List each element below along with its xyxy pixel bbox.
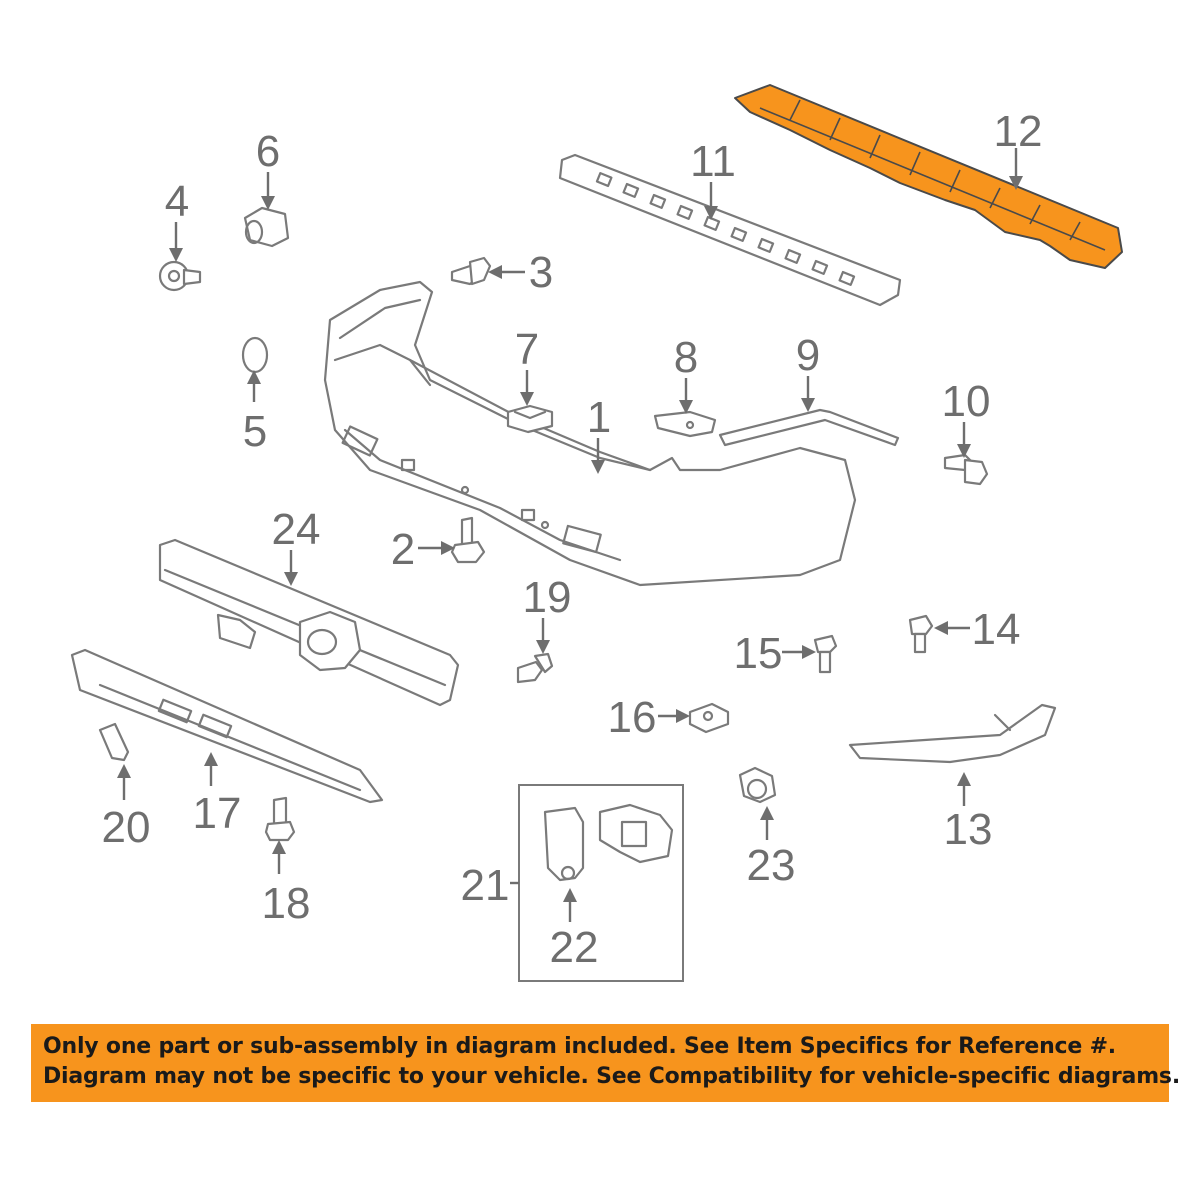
- part-2-bolt: [452, 518, 484, 562]
- callout-4: 4: [164, 177, 190, 226]
- part-14-bolt: [910, 616, 932, 652]
- part-23-sensor: [740, 768, 775, 802]
- callout-15: 15: [733, 629, 783, 678]
- part-19-bolt: [518, 654, 552, 682]
- callout-17: 17: [192, 789, 242, 838]
- callout-21: 21: [460, 861, 510, 910]
- callout-10: 10: [941, 377, 991, 426]
- callout-22: 22: [549, 923, 599, 972]
- callout-5: 5: [242, 407, 268, 456]
- callout-23: 23: [746, 841, 796, 890]
- callout-16: 16: [607, 693, 657, 742]
- part-4-nut: [160, 262, 200, 290]
- part-8-bracket: [655, 412, 715, 436]
- callout-24: 24: [271, 505, 321, 554]
- part-7-clip: [508, 406, 552, 432]
- callout-8: 8: [673, 333, 699, 382]
- callout-13: 13: [943, 805, 993, 854]
- callout-11: 11: [690, 137, 736, 186]
- part-18-bolt: [266, 798, 294, 840]
- part-10-bolt: [945, 455, 987, 484]
- notice-line-2: Diagram may not be specific to your vehicle. See Compatibility for vehicle-specific diagrams.: [43, 1064, 1180, 1089]
- callout-6: 6: [255, 127, 281, 176]
- part-9-side-bracket: [720, 410, 898, 445]
- notice-line-1: Only one part or sub-assembly in diagram included. See Item Specifics for Reference #.: [43, 1034, 1116, 1059]
- callout-7: 7: [514, 325, 540, 374]
- callout-3: 3: [528, 248, 554, 297]
- part-3-bolt: [452, 258, 490, 284]
- callout-12: 12: [993, 107, 1043, 156]
- part-13-side-bracket: [850, 705, 1055, 762]
- callout-14: 14: [971, 605, 1021, 654]
- part-16-nut-clip: [690, 704, 728, 732]
- callout-9: 9: [795, 331, 821, 380]
- part-6-sensor: [245, 208, 288, 246]
- part-17-lower-valance: [72, 650, 382, 802]
- part-15-bolt: [815, 636, 836, 672]
- callout-18: 18: [261, 879, 311, 928]
- callout-19: 19: [522, 573, 572, 622]
- notice-banner: [31, 1024, 1180, 1102]
- callout-20: 20: [101, 803, 151, 852]
- callout-2: 2: [390, 525, 416, 574]
- callout-1: 1: [586, 393, 612, 442]
- part-20-cover: [100, 724, 128, 760]
- part-5-cap: [243, 338, 267, 372]
- sub-assembly-21-box: [519, 785, 683, 981]
